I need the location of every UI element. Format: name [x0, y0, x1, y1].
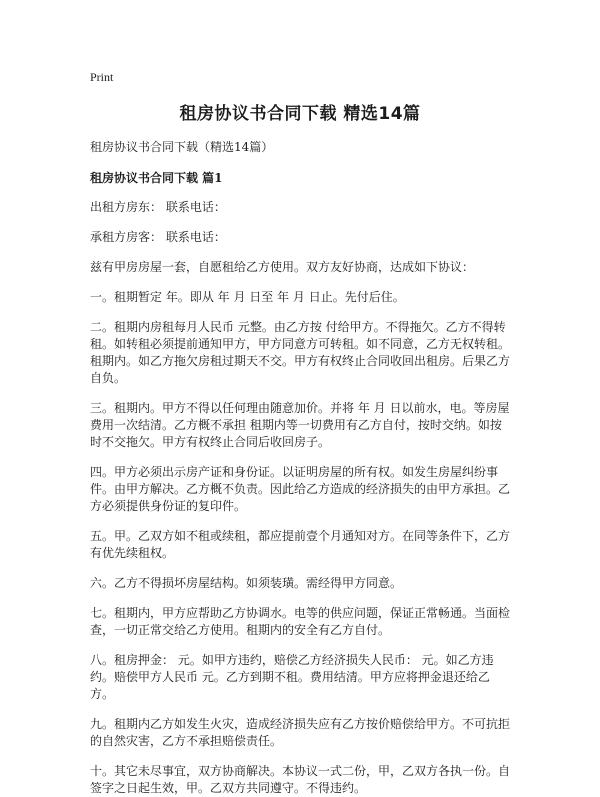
paragraph-clause-3: 三。租期内。甲方不得以任何理由随意加价。并将 年 月 日以前水，电。等房屋费用一次结清。乙方概不承担 租期内等一切费用有乙方自付，按时交纳。如按时不交拖欠。甲方有权终止合同后收回房子。: [90, 401, 510, 449]
paragraph-landlord: 出租方房东： 联系电话：: [90, 200, 226, 214]
section-heading: 租房协议书合同下载 篇1: [90, 171, 223, 185]
paragraph-intro: 兹有甲房房屋一套，自愿租给乙方使用。双方友好协商，达成如下协议：: [90, 260, 475, 274]
paragraph-tenant: 承租方房客： 联系电话：: [90, 230, 226, 244]
document-title: 租房协议书合同下载 精选14篇: [179, 104, 421, 124]
print-link[interactable]: Print: [90, 70, 114, 84]
paragraph-clause-6: 六。乙方不得损坏房屋结构。如须装璜。需经得甲方同意。: [90, 576, 403, 590]
paragraph-clause-10: 十。其它未尽事宜，双方协商解决。本协议一式二份，甲，乙双方各执一份。自签字之日起生效，甲。乙双方共同遵守。不得违约。: [90, 764, 511, 795]
paragraph-clause-4: 四。甲方必须出示房产证和身份证。以证明房屋的所有权。如发生房屋纠纷事件。由甲方解决。乙方概不负责。因此给乙方造成的经济损失的由甲方承担。乙方必须提供身份证的复印件。: [90, 465, 511, 513]
paragraph-clause-2: 二。租期内房租每月人民币 元整。由乙方按 付给甲方。不得拖欠。乙方不得转租。如转租必须提前通知甲方，甲方同意方可转租。如不同意，乙方无权转租。租期内。如乙方拖欠房租过期天不交。甲方有权终止合同收回出租房。后果乙方自负。: [90, 320, 511, 385]
document-subtitle: 租房协议书合同下载（精选14篇）: [90, 140, 274, 154]
paragraph-clause-5: 五。甲。乙双方如不租或续租，都应提前壹个月通知对方。在同等条件下，乙方有优先续租权。: [90, 529, 511, 560]
paragraph-clause-1: 一。租期暂定 年。即从 年 月 日至 年 月 日止。先付后住。: [90, 290, 405, 304]
paragraph-clause-8: 八。租房押金： 元。如甲方违约，赔偿乙方经济损失人民币： 元。如乙方违约。赔偿甲方人民币 元。乙方到期不租。费用结清。甲方应将押金退还给乙方。: [90, 653, 494, 701]
paragraph-clause-7: 七。租期内，甲方应帮助乙方协调水。电等的供应问题，保证正常畅通。当面检查，一切正常交给乙方使用。租期内的安全有乙方自付。: [90, 606, 511, 637]
paragraph-clause-9: 九。租期内乙方如发生火灾，造成经济损失应有乙方按价赔偿给甲方。不可抗拒的自然灾害，乙方不承担赔偿责任。: [90, 717, 511, 748]
